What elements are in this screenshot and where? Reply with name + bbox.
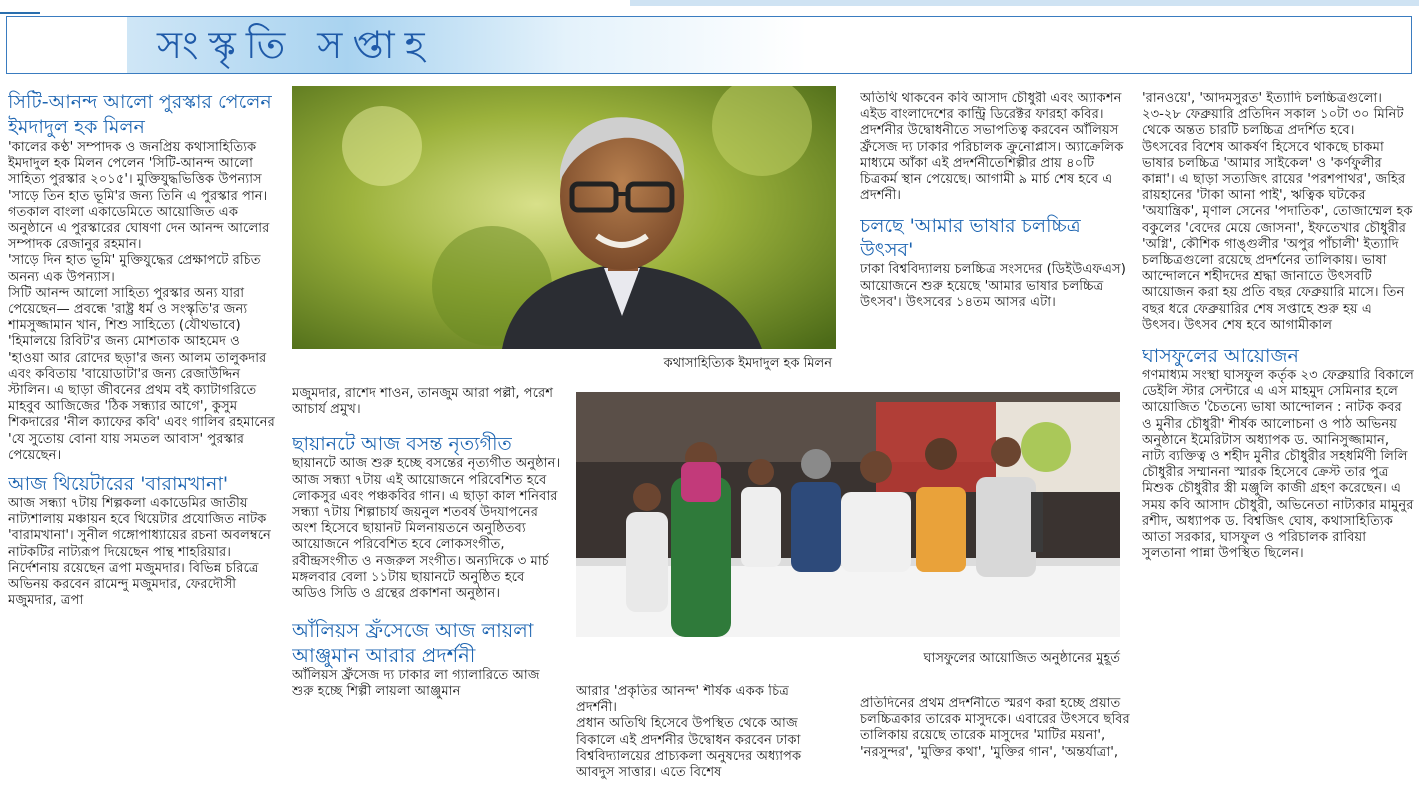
alliance-continued-2: আরার 'প্রকৃতির আনন্দ' শীর্ষক একক চিত্র প্রদর্শনী। (576, 684, 789, 716)
headline-baramkhana: আজ থিয়েটারের 'বারামখানা' (8, 473, 229, 496)
article-column-4 (1142, 91, 1414, 806)
baramkhana-para: আজ সন্ধ্যা ৭টায় শিল্পকলা একাডেমির জাতীয় নাট্যশালায় মঞ্চায়ন হবে থিয়েটার প্রযোজিত নাটক 'বারামখানা'। সুনীল গঙ্গোপাধ্যায়ের রচনা অবলম্বনে নাটকটির নাট্যরূপ দিয়েছেন পান্থ শাহরিয়ার। নির্দেশনায় রয়েছেন ত্রপা মজুমদার। বিভিন্ন চরিত্রে অভিনয় করবেন রামেন্দু মজুমদার, ফেরদৌসী মজুমদার, ত্রপা (8, 496, 271, 609)
film-festival-continued-0: প্রতিদিনের প্রথম প্রদর্শনীতে স্মরণ করা হচ্ছে প্রয়াত চলচ্চিত্রকার তারেক মাসুদকে। এবারের উৎসবে ছবির তালিকায় রয়েছে তারেক মাসুদের 'মাটির ময়না', 'নরসুন্দর', 'মুক্তির কথা', 'মুক্তির গান', 'অন্তর্যাত্রা', (860, 696, 1130, 760)
headline-film-festival: চলছে 'আমার ভাষার চলচ্চিত্র উৎসব' (860, 215, 1081, 262)
headline-milon-award: সিটি-আনন্দ আলো পুরস্কার পেলেন ইমদাদুল হক মিলন (8, 91, 272, 138)
section-title: সংস্কৃতি সপ্তাহ (157, 23, 435, 67)
event-photo (576, 392, 1120, 637)
article-column-3c (860, 696, 1130, 806)
alliance-continued: অতিথি থাকবেন কবি আসাদ চৌধুরী এবং অ্যাকশন এইড বাংলাদেশের কান্ট্রি ডিরেক্টর ফারহা কবির। প্রদর্শনীর উদ্বোধনীতে সভাপতিত্ব করবেন আঁলিয়স ফ্রঁসেজ দ্য ঢাকার পরিচালক ক্রুনোপ্লাস। অ্যাক্রেলিক মাধ্যমে আঁকা এই প্রদর্শনীতেশিল্পীর প্রায় ৪০টি চিত্রকর্ম স্থান পেয়েছে। আগামী ৯ মার্চ শেষ হবে এ প্রদর্শনী। (860, 91, 1124, 204)
section-banner (6, 16, 1412, 74)
headline-alliance-francaise: আঁলিয়স ফ্রঁসেজে আজ লায়লা আঞ্জুমান আরার প্রদর্শনী (292, 619, 534, 668)
article-column-3-top (860, 91, 1130, 387)
article-column-2 (292, 386, 562, 806)
film-festival-continued-1: 'রানওয়ে', 'আদমসুরত' ইত্যাদি চলচ্চিত্রগুলো। ২৩-২৮ ফেব্রুয়ারি প্রতিদিন সকাল ১০টা ৩০ মিনিট থেকে অন্তত চারটি চলচ্চিত্র প্রদর্শিত হবে। (1142, 91, 1404, 139)
alliance-para: আঁলিয়স ফ্রঁসেজ দ্য ঢাকার লা গ্যালারিতে আজ শুরু হচ্ছে শিল্পী লায়লা আঞ্জুমান (292, 668, 540, 700)
headline-ghashful: ঘাসফুলের আয়োজন (1142, 345, 1299, 368)
baramkhana-continued: মজুমদার, রাশেদ শাওন, তানজুম আরা পল্লী, পরেশ আচার্য প্রমুখ। (292, 386, 554, 418)
film-festival-para: ঢাকা বিশ্ববিদ্যালয় চলচ্চিত্র সংসদের (ডিইউএফএস) আয়োজনে শুরু হয়েছে 'আমার ভাষার চলচ্চিত্র উৎসব'। উৎসবের ১৪তম আসর এটা। (860, 262, 1126, 310)
portrait-photo (292, 86, 836, 349)
chhayanaut-para: ছায়ানটে আজ শুরু হচ্ছে বসন্তের নৃত্যগীত অনুষ্ঠান। আজ সন্ধ্যা ৭টায় এই আয়োজনে পরিবেশিত হবে লোকসুর এবং পঞ্চকবির গান। এ ছাড়া কাল শনিবার সন্ধ্যা ৭টায় শিল্পাচার্য জয়নুল শতবর্ষ উদযাপনের অংশ হিসেবে ছায়ানট মিলনায়তনে অনুষ্ঠিতব্য আয়োজনে পরিবেশিত হবে লোকসংগীত, রবীন্দ্রসংগীত ও নজরুল সংগীত। অন্যদিকে ৩ মার্চ মঙ্গলবার বেলা ১১টায় ছায়ানটে অনুষ্ঠিত হবে অডিও সিডি ও গ্রন্থের প্রকাশনা অনুষ্ঠান। (292, 456, 561, 602)
ghashful-para: গণমাধ্যম সংস্থা ঘাসফুল কর্তৃক ২৩ ফেব্রুয়ারি বিকালে ডেইলি স্টার সেন্টারে এ এস মাহমুদ সেমিনার হলে আয়োজিত 'চৈতন্যে ভাষা আন্দোলন : নাটক কবর ও মুনীর চৌধুরী' শীর্ষক আলোচনা ও পাঠ অভিনয় অনুষ্ঠানে ইমেরিটাস অধ্যাপক ড. আনিসুজ্জামান, নাট্য ব্যক্তিত্ব ও শহীদ মুনীর চৌধুরীর সহধর্মিণী লিলি চৌধুরীর সম্মাননা স্মারক হিসেবে ক্রেস্ট তার পুত্র মিশুক চৌধুরীর স্ত্রী মঞ্জুলি কাজী গ্রহণ করেছেন। এ সময় কবি আসাদ চৌধুরী, অভিনেতা নাট্যকার মামুনুর রশীদ, অধ্যাপক ড. বিশ্বজিৎ ঘোষ, কথাসাহিত্যিক আতা সরকার, ঘাসফুল ও পরিচালক রাবিয়া সুলতানা পান্না উপস্থিত ছিলেন। (1142, 368, 1414, 562)
article-column-3b (576, 684, 832, 806)
film-festival-continued-2: উৎসবের বিশেষ আকর্ষণ হিসেবে থাকছে চাকমা ভাষার চলচ্চিত্র 'আমার সাইকেল' ও 'কর্ণফুলীর কান্না'। এ ছাড়া সত্যজিৎ রায়ের 'পরশপাথর', জহির রায়হানের 'টাকা আনা পাই', ঋত্বিক ঘটকের 'অযান্ত্রিক', মৃণাল সেনের 'পদাতিক', তোজাম্মেল হক বকুলের 'বেদের মেয়ে জোসনা', ইফতেখার চৌধুরীর 'অগ্নি', কৌশিক গাঙ্গুলীর 'অপুর পাঁচালী' ইত্যাদি চলচ্চিত্রগুলো রয়েছে প্রদর্শনের তালিকায়। ভাষা আন্দোলনে শহীদদের শ্রদ্ধা জানাতে উৎসবটি আয়োজন করা হয় প্রতি বছর ফেব্রুয়ারি মাসে। তিন বছর ধরে ফেব্রুয়ারির শেষ সপ্তাহে শুরু হয় এ উৎসব। উৎসব শেষ হবে আগামীকাল (1142, 139, 1413, 333)
alliance-continued-3: প্রধান অতিথি হিসেবে উপস্থিত থেকে আজ বিকালে এই প্রদর্শনীর উদ্বোধন করবেন ঢাকা বিশ্ববিদ্যালয়ের প্রাচ্যকলা অনুষদের অধ্যাপক আবদুস সাত্তার। এতে বিশেষ (576, 716, 802, 781)
article-column-1 (8, 90, 276, 805)
event-caption: ঘাসফুলের আয়োজিত অনুষ্ঠানের মুহূর্ত (923, 651, 1120, 666)
milon-award-para-3: সিটি আনন্দ আলো সাহিত্য পুরস্কার অন্য যারা পেয়েছেন— প্রবন্ধে 'রাষ্ট্র ধর্ম ও সংস্কৃতি'র জন্য শামসুজ্জামান খান, শিশু সাহিত্যে (যৌথভাবে) 'হিমালয়ে রিবিট'র জন্য মোশতাক আহমেদ ও 'হাওয়া আর রোদের ছড়া'র জন্য আলম তালুকদার এবং কবিতায় 'বায়োডাটা'র জন্য রেজাউদ্দিন স্টালিন। এ ছাড়া জীবনের প্রথম বই ক্যাটাগরিতে মাহবুব আজিজের 'ঠিক সন্ধ্যার আগে', কুসুম শিকদারের 'নীল ক্যাফের কবি' এবং গালিব রহমানের 'যে সুতোয় বোনা যায় সমতল আবাস' পুরস্কার পেয়েছেন। (8, 285, 275, 463)
headline-chhayanaut: ছায়ানটে আজ বসন্ত নৃত্যগীত (292, 433, 512, 456)
portrait-caption: কথাসাহিত্যিক ইমদাদুল হক মিলন (663, 356, 832, 371)
milon-award-para-2: 'সাড়ে দিন হাত ভূমি' মুক্তিযুদ্ধের প্রেক্ষাপটে রচিত অনন্য এক উপন্যাস। (8, 253, 261, 285)
milon-award-para-1: 'কালের কণ্ঠ' সম্পাদক ও জনপ্রিয় কথাসাহিত্যিক ইমদাদুল হক মিলন পেলেন 'সিটি-আনন্দ আলো সাহিত্য পুরস্কার ২০১৫'। মুক্তিযুদ্ধভিত্তিক উপন্যাস 'সাড়ে তিন হাত ভূমি'র জন্য তিনি এ পুরস্কার পান। গতকাল বাংলা একাডেমিতে আয়োজিত এক অনুষ্ঠানে এ পুরস্কারের ঘোষণা দেন আনন্দ আলোর সম্পাদক রেজানুর রহমান। (8, 140, 270, 253)
top-decoration (0, 0, 1419, 12)
